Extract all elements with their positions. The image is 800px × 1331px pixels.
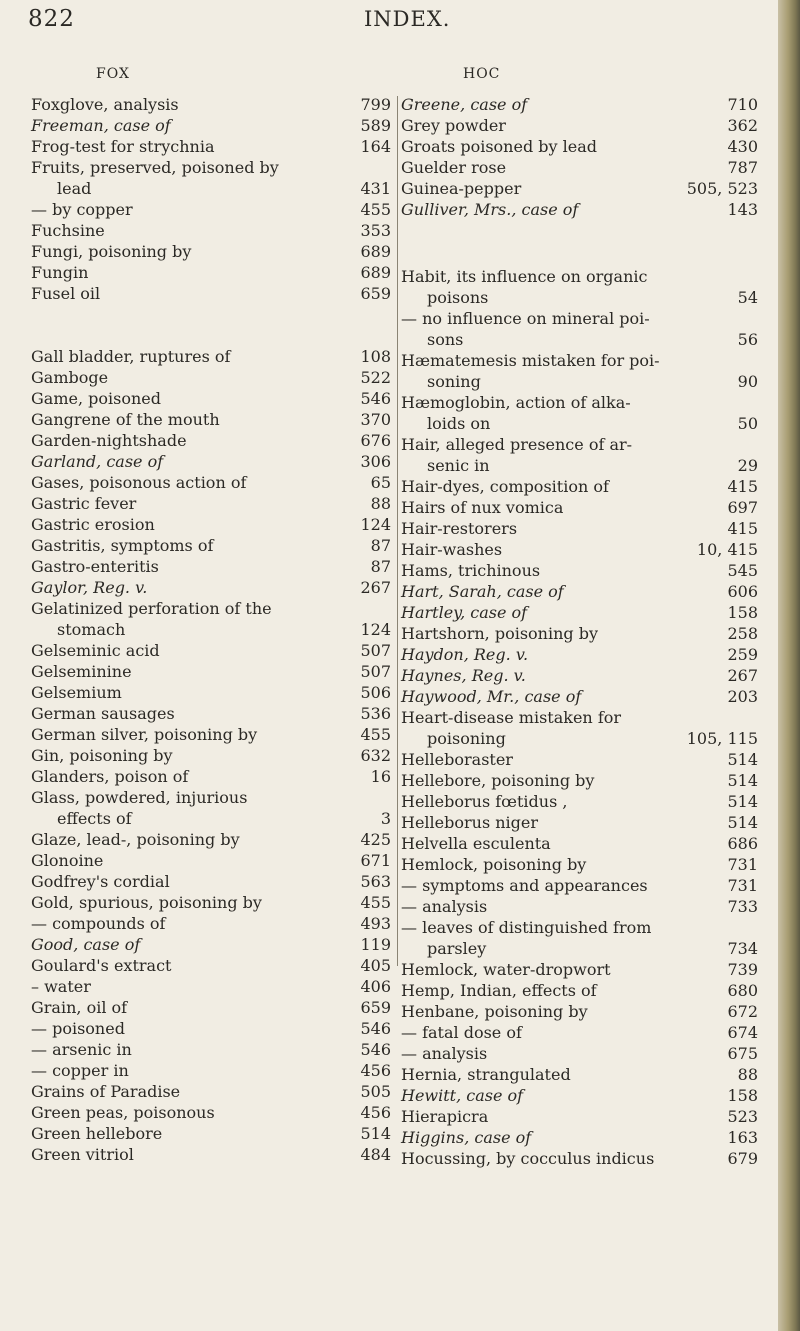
index-entry: [31, 514, 391, 535]
entry-page: 505: [360, 1082, 391, 1101]
index-entry: [401, 980, 758, 1001]
entry-term: stomach: [57, 620, 126, 639]
entry-term: Gulliver, Mrs., case of: [401, 200, 579, 219]
entry-term: Guelder rose: [401, 158, 507, 177]
entry-page: 787: [727, 158, 758, 177]
entry-term: — symptoms and appearances: [401, 876, 648, 895]
entry-term: — leaves of distinguished from: [401, 918, 652, 937]
entry-term: Hemlock, water-dropwort: [401, 960, 611, 979]
index-group-f: [31, 94, 391, 304]
entry-page: 456: [360, 1103, 391, 1122]
entry-term: Gelatinized perforation of the: [31, 599, 272, 618]
entry-term: Hart, Sarah, case of: [401, 582, 564, 601]
entry-page: 10, 415: [696, 540, 758, 559]
index-entry: [401, 497, 758, 518]
entry-page: 306: [360, 452, 391, 471]
entry-term: Hernia, strangulated: [401, 1065, 571, 1084]
index-entry: [31, 178, 391, 199]
entry-term: — by copper: [31, 200, 133, 219]
index-entry: [401, 308, 758, 329]
index-entry: [31, 598, 391, 619]
index-entry: [401, 157, 758, 178]
group-spacer: [401, 220, 758, 266]
index-entry: [401, 266, 758, 287]
index-entry: [401, 728, 758, 749]
entry-term: Helleborus niger: [401, 813, 539, 832]
entry-page: 671: [360, 851, 391, 870]
entry-term: Hair-restorers: [401, 519, 518, 538]
entry-term: Henbane, poisoning by: [401, 1002, 588, 1021]
entry-term: Helleboraster: [401, 750, 513, 769]
entry-term: Green peas, poisonous: [31, 1103, 215, 1122]
index-entry: [401, 1043, 758, 1064]
index-entry: [401, 581, 758, 602]
index-entry: [31, 1123, 391, 1144]
index-entry: [401, 1127, 758, 1148]
entry-term: Guinea-pepper: [401, 179, 522, 198]
index-entry: [31, 220, 391, 241]
guide-word-right: HOC: [463, 66, 501, 82]
entry-term: Fungi, poisoning by: [31, 242, 192, 261]
entry-page: 546: [360, 1019, 391, 1038]
book-page-edge: [778, 0, 800, 1331]
entry-term: Garden-nightshade: [31, 431, 187, 450]
entry-term: — poisoned: [31, 1019, 125, 1038]
entry-term: Gastric fever: [31, 494, 137, 513]
index-entry: [401, 350, 758, 371]
index-entry: [31, 703, 391, 724]
entry-term: Helvella esculenta: [401, 834, 551, 853]
entry-term: Heart-disease mistaken for: [401, 708, 622, 727]
index-entry: [401, 94, 758, 115]
entry-term: Fruits, preserved, poisoned by: [31, 158, 279, 177]
entry-term: Hæmoglobin, action of alka-: [401, 393, 631, 412]
entry-term: Higgins, case of: [401, 1128, 532, 1147]
index-entry: [31, 745, 391, 766]
entry-term: Game, poisoned: [31, 389, 161, 408]
index-entry: [401, 749, 758, 770]
entry-page: 710: [727, 95, 758, 114]
entry-term: Groats poisoned by lead: [401, 137, 597, 156]
index-entry: [401, 854, 758, 875]
entry-page: 124: [360, 620, 391, 639]
index-entry: [401, 917, 758, 938]
entry-term: Grey powder: [401, 116, 506, 135]
entry-page: 50: [737, 414, 758, 433]
entry-term: parsley: [427, 939, 487, 958]
index-entry: [31, 619, 391, 640]
index-entry: [31, 976, 391, 997]
index-entry: [401, 199, 758, 220]
index-entry: [31, 850, 391, 871]
entry-page: 523: [727, 1107, 758, 1126]
index-entry: [31, 283, 391, 304]
entry-term: senic in: [427, 456, 490, 475]
entry-page: 425: [360, 830, 391, 849]
entry-term: Hair-dyes, composition of: [401, 477, 609, 496]
entry-page: 514: [727, 750, 758, 769]
entry-page: 514: [360, 1124, 391, 1143]
entry-page: 522: [360, 368, 391, 387]
entry-term: Glass, powdered, injurious: [31, 788, 248, 807]
entry-term: Hocussing, by cocculus indicus: [401, 1149, 655, 1168]
entry-term: — copper in: [31, 1061, 129, 1080]
entry-page: 799: [360, 95, 391, 114]
entry-page: 484: [360, 1145, 391, 1164]
entry-term: Hartley, case of: [401, 603, 528, 622]
index-entry: [401, 329, 758, 350]
entry-page: 689: [360, 263, 391, 282]
index-entry: [31, 787, 391, 808]
entry-page: 455: [360, 893, 391, 912]
entry-page: 54: [737, 288, 758, 307]
entry-page: 406: [360, 977, 391, 996]
index-entry: [31, 724, 391, 745]
entry-page: 124: [360, 515, 391, 534]
entry-page: 430: [727, 137, 758, 156]
entry-page: 158: [727, 603, 758, 622]
index-group-h: [401, 266, 758, 1169]
entry-page: 143: [727, 200, 758, 219]
entry-page: 90: [737, 372, 758, 391]
entry-term: — analysis: [401, 897, 488, 916]
entry-page: 203: [727, 687, 758, 706]
entry-term: Foxglove, analysis: [31, 95, 179, 114]
entry-page: 545: [727, 561, 758, 580]
entry-page: 676: [360, 431, 391, 450]
entry-page: 456: [360, 1061, 391, 1080]
entry-term: Glaze, lead-, poisoning by: [31, 830, 240, 849]
index-entry: [401, 938, 758, 959]
index-group-g: [31, 346, 391, 1165]
entry-page: 731: [727, 876, 758, 895]
entry-term: — no influence on mineral poi-: [401, 309, 650, 328]
entry-page: 415: [727, 477, 758, 496]
entry-page: 674: [727, 1023, 758, 1042]
entry-page: 679: [727, 1149, 758, 1168]
index-entry: [31, 199, 391, 220]
entry-term: Hemlock, poisoning by: [401, 855, 587, 874]
index-entry: [401, 178, 758, 199]
entry-term: Green hellebore: [31, 1124, 163, 1143]
entry-page: 88: [370, 494, 391, 513]
index-entry: [31, 892, 391, 913]
entry-page: 686: [727, 834, 758, 853]
index-entry: [31, 577, 391, 598]
index-entry: [31, 955, 391, 976]
entry-term: effects of: [57, 809, 132, 828]
index-entry: [401, 539, 758, 560]
entry-page: 739: [727, 960, 758, 979]
entry-page: 689: [360, 242, 391, 261]
entry-page: 507: [360, 662, 391, 681]
entry-page: 514: [727, 771, 758, 790]
index-entry: [31, 661, 391, 682]
entry-term: Haynes, Reg. v.: [401, 666, 526, 685]
entry-term: Hewitt, case of: [401, 1086, 524, 1105]
entry-page: 606: [727, 582, 758, 601]
index-entry: [401, 1148, 758, 1169]
entry-term: Gastritis, symptoms of: [31, 536, 214, 555]
entry-term: loids on: [427, 414, 491, 433]
entry-term: German sausages: [31, 704, 175, 723]
index-entry: [31, 136, 391, 157]
index-entry: [401, 896, 758, 917]
page-number: 822: [28, 6, 75, 32]
entry-page: 493: [360, 914, 391, 933]
entry-page: 3: [380, 809, 391, 828]
entry-page: 88: [737, 1065, 758, 1084]
entry-term: — analysis: [401, 1044, 488, 1063]
entry-page: 733: [727, 897, 758, 916]
index-entry: [31, 913, 391, 934]
entry-term: Goulard's extract: [31, 956, 172, 975]
index-entry: [31, 241, 391, 262]
index-entry: [401, 623, 758, 644]
index-entry: [31, 493, 391, 514]
index-entry: [401, 476, 758, 497]
entry-term: Helleborus fœtidus ,: [401, 792, 568, 811]
index-entry: [401, 1022, 758, 1043]
entry-page: 267: [360, 578, 391, 597]
entry-term: Hair-washes: [401, 540, 503, 559]
entry-term: Gangrene of the mouth: [31, 410, 220, 429]
index-entry: [401, 812, 758, 833]
entry-page: 505, 523: [686, 179, 758, 198]
entry-page: 87: [370, 557, 391, 576]
entry-page: 163: [727, 1128, 758, 1147]
entry-term: sons: [427, 330, 464, 349]
entry-term: Grain, oil of: [31, 998, 128, 1017]
entry-page: 267: [727, 666, 758, 685]
entry-page: 431: [360, 179, 391, 198]
entry-term: Freeman, case of: [31, 116, 171, 135]
entry-term: Hairs of nux vomica: [401, 498, 564, 517]
index-entry: [31, 1102, 391, 1123]
entry-term: Hæmatemesis mistaken for poi-: [401, 351, 660, 370]
entry-term: poisons: [427, 288, 489, 307]
entry-term: Greene, case of: [401, 95, 528, 114]
index-entry: [31, 472, 391, 493]
entry-page: 731: [727, 855, 758, 874]
index-entry: [31, 934, 391, 955]
index-entry: [401, 434, 758, 455]
index-entry: [401, 392, 758, 413]
index-entry: [401, 959, 758, 980]
index-entry: [401, 1085, 758, 1106]
entry-term: Gases, poisonous action of: [31, 473, 247, 492]
entry-term: — arsenic in: [31, 1040, 132, 1059]
entry-term: Gelseminic acid: [31, 641, 160, 660]
entry-term: — compounds of: [31, 914, 166, 933]
index-entry: [401, 686, 758, 707]
entry-term: Gelseminine: [31, 662, 132, 681]
index-entry: [31, 682, 391, 703]
entry-page: 353: [360, 221, 391, 240]
entry-page: 16: [370, 767, 391, 786]
entry-term: Gold, spurious, poisoning by: [31, 893, 262, 912]
entry-term: Gin, poisoning by: [31, 746, 173, 765]
index-entry: [31, 346, 391, 367]
entry-page: 405: [360, 956, 391, 975]
index-entry: [401, 115, 758, 136]
entry-term: Habit, its influence on organic: [401, 267, 648, 286]
entry-term: Haydon, Reg. v.: [401, 645, 529, 664]
entry-page: 506: [360, 683, 391, 702]
entry-page: 56: [737, 330, 758, 349]
entry-term: Green vitriol: [31, 1145, 134, 1164]
entry-page: 158: [727, 1086, 758, 1105]
entry-page: 455: [360, 725, 391, 744]
entry-page: 370: [360, 410, 391, 429]
index-entry: [401, 560, 758, 581]
index-entry: [401, 644, 758, 665]
entry-term: Gastric erosion: [31, 515, 155, 534]
entry-term: Gastro-enteritis: [31, 557, 159, 576]
left-column: [31, 94, 391, 1165]
entry-page: 514: [727, 813, 758, 832]
entry-page: 563: [360, 872, 391, 891]
entry-page: 119: [360, 935, 391, 954]
entry-page: 258: [727, 624, 758, 643]
index-entry: [31, 430, 391, 451]
entry-term: Frog-test for strychnia: [31, 137, 215, 156]
entry-page: 514: [727, 792, 758, 811]
entry-term: – water: [31, 977, 91, 996]
entry-term: Gaylor, Reg. v.: [31, 578, 148, 597]
entry-page: 415: [727, 519, 758, 538]
index-entry: [31, 1018, 391, 1039]
entry-term: Good, case of: [31, 935, 141, 954]
entry-page: 29: [737, 456, 758, 475]
entry-term: Hemp, Indian, effects of: [401, 981, 597, 1000]
index-entry: [401, 665, 758, 686]
index-entry: [31, 556, 391, 577]
entry-page: 659: [360, 998, 391, 1017]
index-entry: [401, 371, 758, 392]
index-entry: [31, 1144, 391, 1165]
entry-term: Hellebore, poisoning by: [401, 771, 595, 790]
entry-term: Fungin: [31, 263, 89, 282]
entry-term: Hams, trichinous: [401, 561, 541, 580]
index-entry: [31, 766, 391, 787]
group-spacer: [31, 304, 391, 346]
index-entry: [401, 602, 758, 623]
entry-term: German silver, poisoning by: [31, 725, 258, 744]
index-entry: [401, 707, 758, 728]
index-entry: [31, 262, 391, 283]
column-divider: [397, 96, 398, 966]
entry-term: Garland, case of: [31, 452, 164, 471]
entry-page: 105, 115: [686, 729, 758, 748]
index-entry: [401, 791, 758, 812]
entry-term: Hartshorn, poisoning by: [401, 624, 599, 643]
index-entry: [401, 770, 758, 791]
index-entry: [401, 455, 758, 476]
index-entry: [31, 640, 391, 661]
entry-term: Glanders, poison of: [31, 767, 189, 786]
entry-term: Grains of Paradise: [31, 1082, 181, 1101]
index-entry: [401, 1106, 758, 1127]
entry-page: 455: [360, 200, 391, 219]
index-entry: [31, 1081, 391, 1102]
index-group-g-continued: [401, 94, 758, 220]
entry-term: soning: [427, 372, 481, 391]
entry-term: Fusel oil: [31, 284, 101, 303]
entry-term: lead: [57, 179, 92, 198]
entry-page: 164: [360, 137, 391, 156]
index-entry: [31, 871, 391, 892]
index-entry: [401, 1064, 758, 1085]
entry-page: 259: [727, 645, 758, 664]
index-entry: [31, 829, 391, 850]
entry-term: Haywood, Mr., case of: [401, 687, 582, 706]
running-head: INDEX.: [364, 7, 451, 31]
index-entry: [31, 1060, 391, 1081]
entry-page: 536: [360, 704, 391, 723]
index-entry: [401, 875, 758, 896]
index-entry: [31, 409, 391, 430]
index-entry: [31, 808, 391, 829]
entry-page: 632: [360, 746, 391, 765]
entry-term: Fuchsine: [31, 221, 105, 240]
index-entry: [401, 518, 758, 539]
entry-term: Gall bladder, ruptures of: [31, 347, 231, 366]
entry-term: Gelsemium: [31, 683, 122, 702]
entry-page: 108: [360, 347, 391, 366]
entry-page: 546: [360, 389, 391, 408]
entry-term: poisoning: [427, 729, 506, 748]
index-entry: [401, 833, 758, 854]
index-entry: [31, 367, 391, 388]
entry-page: 675: [727, 1044, 758, 1063]
entry-term: — fatal dose of: [401, 1023, 522, 1042]
index-entry: [401, 1001, 758, 1022]
right-column: [401, 94, 758, 1169]
entry-page: 697: [727, 498, 758, 517]
entry-page: 734: [727, 939, 758, 958]
entry-page: 589: [360, 116, 391, 135]
entry-term: Glonoine: [31, 851, 104, 870]
entry-page: 65: [370, 473, 391, 492]
entry-term: Godfrey's cordial: [31, 872, 170, 891]
index-entry: [31, 1039, 391, 1060]
entry-term: Hierapicra: [401, 1107, 489, 1126]
index-entry: [31, 157, 391, 178]
index-entry: [31, 535, 391, 556]
index-entry: [401, 136, 758, 157]
index-entry: [31, 115, 391, 136]
entry-term: Gamboge: [31, 368, 109, 387]
entry-page: 680: [727, 981, 758, 1000]
entry-page: 362: [727, 116, 758, 135]
entry-page: 87: [370, 536, 391, 555]
entry-term: Hair, alleged presence of ar-: [401, 435, 633, 454]
entry-page: 546: [360, 1040, 391, 1059]
index-entry: [401, 287, 758, 308]
index-entry: [31, 997, 391, 1018]
index-entry: [31, 94, 391, 115]
entry-page: 507: [360, 641, 391, 660]
index-entry: [31, 451, 391, 472]
guide-word-left: FOX: [96, 66, 130, 82]
entry-page: 672: [727, 1002, 758, 1021]
index-entry: [401, 413, 758, 434]
index-entry: [31, 388, 391, 409]
entry-page: 659: [360, 284, 391, 303]
